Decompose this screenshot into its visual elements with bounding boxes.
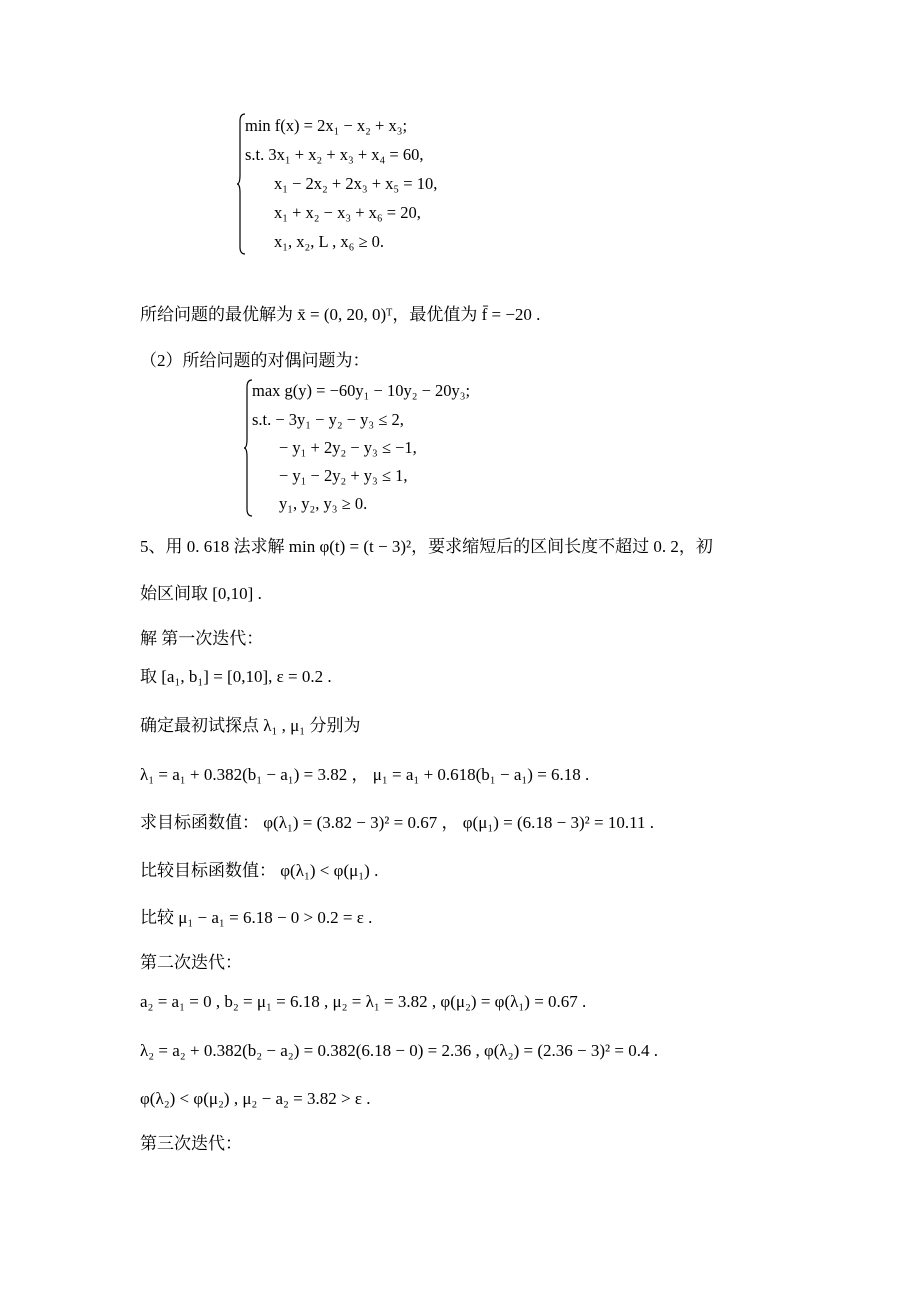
iteration-2-line-3: φ(λ₂) < φ(μ₂) , μ₂ − a₂ = 3.82 > ε . (140, 1089, 371, 1108)
solution-heading: 解 第一次迭代： (140, 629, 264, 648)
second-iteration-heading: 第二次迭代： (140, 953, 242, 972)
third-iteration-heading: 第三次迭代： (140, 1134, 242, 1153)
primal-system (236, 113, 496, 255)
primal-constraint-1: s.t. 3x₁ + x₂ + x₃ + x₄ = 60, (245, 145, 424, 164)
trial-points-line: λ₁ = a₁ + 0.382(b₁ − a₁) = 3.82 ， μ₁ = a₁ + 0.618(b₁ − a₁) = 6.18 . (140, 765, 590, 784)
iteration-2-line-1: a₂ = a₁ = 0 , b₂ = μ₁ = 6.18 , μ₂ = λ₁ = 3.82 , φ(μ₂) = φ(λ₁) = 0.67 . (140, 992, 587, 1011)
compare-values-line: 比较目标函数值： φ(λ₁) < φ(μ₁) . (140, 861, 379, 880)
dual-nonneg: y₁, y₂, y₃ ≥ 0. (279, 494, 368, 513)
problem-5-line-2: 始区间取 [0,10] . (140, 584, 262, 603)
optimal-solution-line: 所给问题的最优解为 x̄ = (0, 20, 0)ᵀ，最优值为 f̄ = −20 . (140, 305, 541, 324)
compare-interval-line: 比较 μ₁ − a₁ = 6.18 − 0 > 0.2 = ε . (140, 908, 373, 927)
dual-system (243, 379, 523, 517)
primal-constraint-3: x₁ + x₂ − x₃ + x₆ = 20, (274, 203, 421, 222)
problem-5-line-1: 5、用 0. 618 法求解 min φ(t) = (t − 3)²，要求缩短后的区间长度不超过 0. 2，初 (140, 537, 713, 556)
primal-constraint-2: x₁ − 2x₂ + 2x₃ + x₅ = 10, (274, 174, 438, 193)
primal-objective: min f(x) = 2x₁ − x₂ + x₃; (245, 116, 408, 135)
initial-interval-line: 取 [a₁, b₁] = [0,10], ε = 0.2 . (140, 667, 332, 686)
primal-nonneg: x₁, x₂, L , x₆ ≥ 0. (274, 232, 385, 251)
trial-points-intro: 确定最初试探点 λ₁ , μ₁ 分别为 (140, 716, 361, 735)
dual-constraint-2: − y₁ + 2y₂ − y₃ ≤ −1, (279, 438, 417, 457)
dual-objective: max g(y) = −60y₁ − 10y₂ − 20y₃; (252, 381, 471, 400)
dual-intro: （2）所给问题的对偶问题为： (140, 351, 370, 370)
iteration-2-line-2: λ₂ = a₂ + 0.382(b₂ − a₂) = 0.382(6.18 − 0) = 2.36 , φ(λ₂) = (2.36 − 3)² = 0.4 . (140, 1041, 658, 1060)
objective-values-line: 求目标函数值： φ(λ₁) = (3.82 − 3)² = 0.67 ， φ(μ₁) = (6.18 − 3)² = 10.11 . (140, 813, 654, 832)
dual-constraint-1: s.t. − 3y₁ − y₂ − y₃ ≤ 2, (252, 410, 404, 429)
dual-constraint-3: − y₁ − 2y₂ + y₃ ≤ 1, (279, 466, 408, 485)
